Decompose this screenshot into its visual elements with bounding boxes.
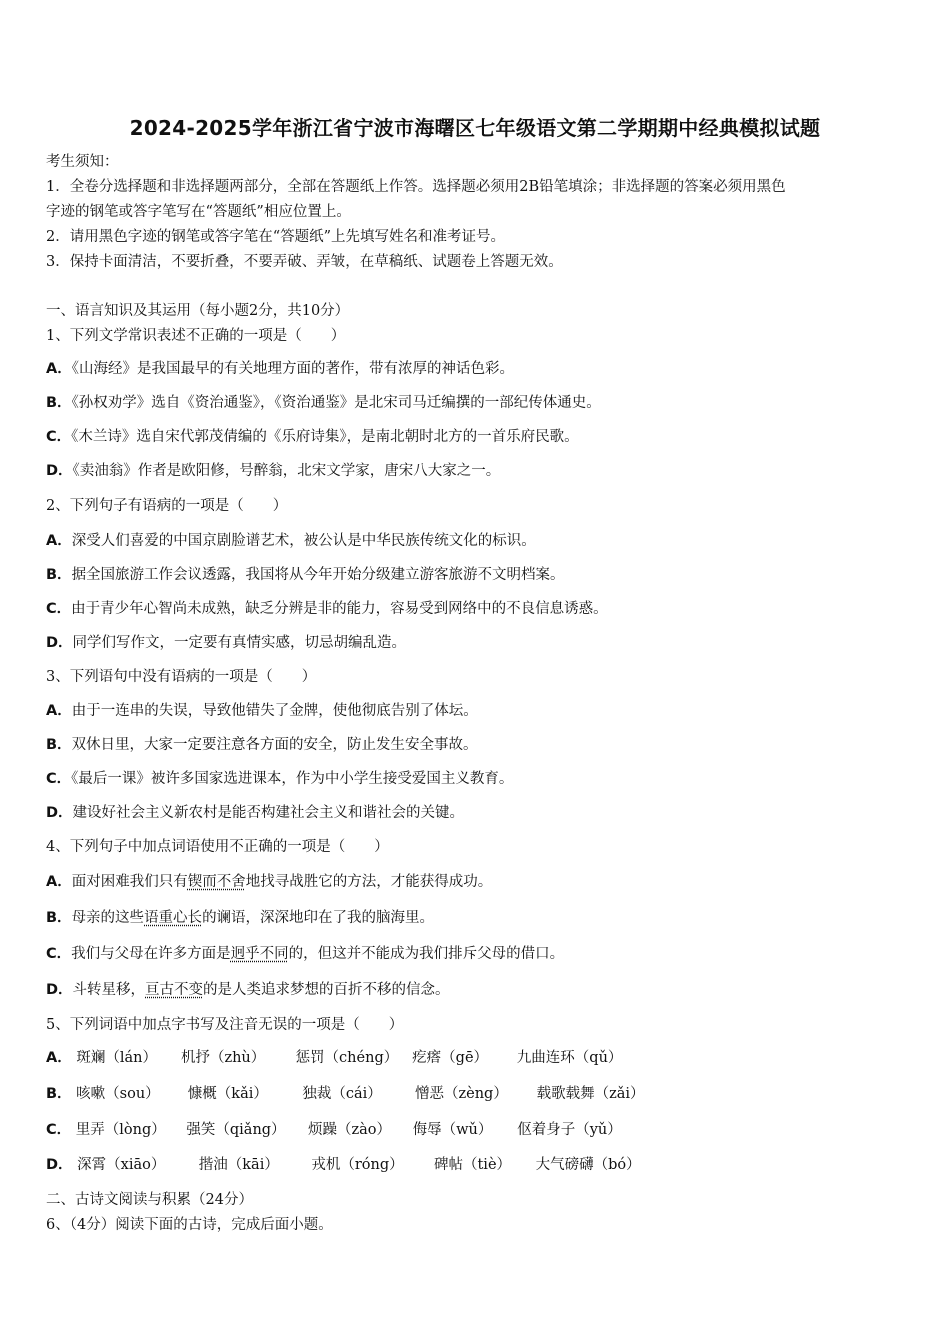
section-1-heading: 一、语言知识及其运用（每小题2分，共10分）	[46, 303, 350, 319]
notice-item: 2．请用黑色字迹的钢笔或答字笔在“答题纸”上先填写姓名和准考证号。	[46, 229, 506, 245]
question-5-stem: 5、下列词语中加点字书写及注音无误的一项是（ ）	[46, 1017, 404, 1033]
question-4-option-b: B．母亲的这些语重心长的谰语，深深地印在了我的脑海里。	[46, 910, 435, 926]
notice-item: 字迹的钢笔或答字笔写在“答题纸”相应位置上。	[46, 204, 351, 220]
question-5-option-c: C． 里弄（lòng） 强笑（qiǎng） 烦躁（zào） 侮辱（wǔ） 伛着身子（yǔ）	[46, 1122, 622, 1138]
notice-heading: 考生须知：	[46, 154, 119, 170]
question-1-option-a: A．《山海经》是我国最早的有关地理方面的著作，带有浓厚的神话色彩。	[46, 361, 514, 377]
dotted-phrase: 锲而不舍	[187, 874, 246, 890]
question-1-option-d: D．《卖油翁》作者是欧阳修，号醉翁，北宋文学家，唐宋八大家之一。	[46, 463, 501, 479]
question-2-option-b: B．据全国旅游工作会议透露，我国将从今年开始分级建立游客旅游不文明档案。	[46, 567, 565, 583]
question-1-option-b: B．《孙权劝学》选自《资治通鉴》，《资治通鉴》是北宋司马迁编撰的一部纪传体通史。	[46, 395, 601, 411]
question-5-option-b: B． 咳嗽（sou） 慷概（kǎi） 独裁（cái） 憎恶（zèng） 载歌载舞（zǎi）	[46, 1086, 645, 1102]
question-3-option-a: A．由于一连串的失误，导致他错失了金牌，使他彻底告别了体坛。	[46, 703, 478, 719]
question-3-stem: 3、下列语句中没有语病的一项是（ ）	[46, 669, 317, 685]
question-2-stem: 2、下列句子有语病的一项是（ ）	[46, 498, 288, 514]
question-5-option-a: A． 斑斓（lán） 机抒（zhù） 惩罚（chéng） 疙瘩（gē） 九曲连环（qǔ）	[46, 1050, 623, 1066]
question-3-option-c: C．《最后一课》被许多国家选进课本，作为中小学生接受爱国主义教育。	[46, 771, 514, 787]
question-2-option-c: C．由于青少年心智尚未成熟，缺乏分辨是非的能力，容易受到网络中的不良信息诱惑。	[46, 601, 608, 617]
dotted-phrase: 语重心长	[144, 910, 203, 926]
question-3-option-b: B．双休日里，大家一定要注意各方面的安全，防止发生安全事故。	[46, 737, 478, 753]
notice-item: 1．全卷分选择题和非选择题两部分，全部在答题纸上作答。选择题必须用2B铅笔填涂；非选择题的答案必须用黑色	[46, 179, 786, 195]
question-6-stem: 6、（4分）阅读下面的古诗，完成后面小题。	[46, 1217, 333, 1233]
question-4-stem: 4、下列句子中加点词语使用不正确的一项是（ ）	[46, 839, 389, 855]
question-2-option-d: D．同学们写作文，一定要有真情实感，切忌胡编乱造。	[46, 635, 407, 651]
question-4-option-a: A．面对困难我们只有锲而不舍地找寻战胜它的方法，才能获得成功。	[46, 874, 493, 890]
question-2-option-a: A．深受人们喜爱的中国京剧脸谱艺术，被公认是中华民族传统文化的标识。	[46, 533, 536, 549]
dotted-phrase: 迥乎不同	[230, 946, 289, 962]
question-4-option-c: C．我们与父母在许多方面是迥乎不同的，但这并不能成为我们排斥父母的借口。	[46, 946, 565, 962]
section-2-heading: 二、古诗文阅读与积累（24分）	[46, 1192, 253, 1208]
page-title: 2024-2025学年浙江省宁波市海曙区七年级语文第二学期期中经典模拟试题	[129, 116, 821, 140]
question-1-stem: 1、下列文学常识表述不正确的一项是（ ）	[46, 328, 346, 344]
question-5-option-d: D． 深霄（xiāo） 揩油（kāi） 戎机（róng） 碑帖（tiè） 大气磅礴（bó）	[46, 1157, 641, 1173]
question-3-option-d: D．建设好社会主义新农村是能否构建社会主义和谐社会的关键。	[46, 805, 465, 821]
question-1-option-c: C．《木兰诗》选自宋代郭茂倩编的《乐府诗集》，是南北朝时北方的一首乐府民歌。	[46, 429, 579, 445]
dotted-phrase: 亘古不变	[145, 982, 204, 998]
notice-item: 3．保持卡面清洁，不要折叠，不要弄破、弄皱，在草稿纸、试题卷上答题无效。	[46, 254, 563, 270]
question-4-option-d: D．斗转星移，亘古不变的是人类追求梦想的百折不移的信念。	[46, 982, 450, 998]
